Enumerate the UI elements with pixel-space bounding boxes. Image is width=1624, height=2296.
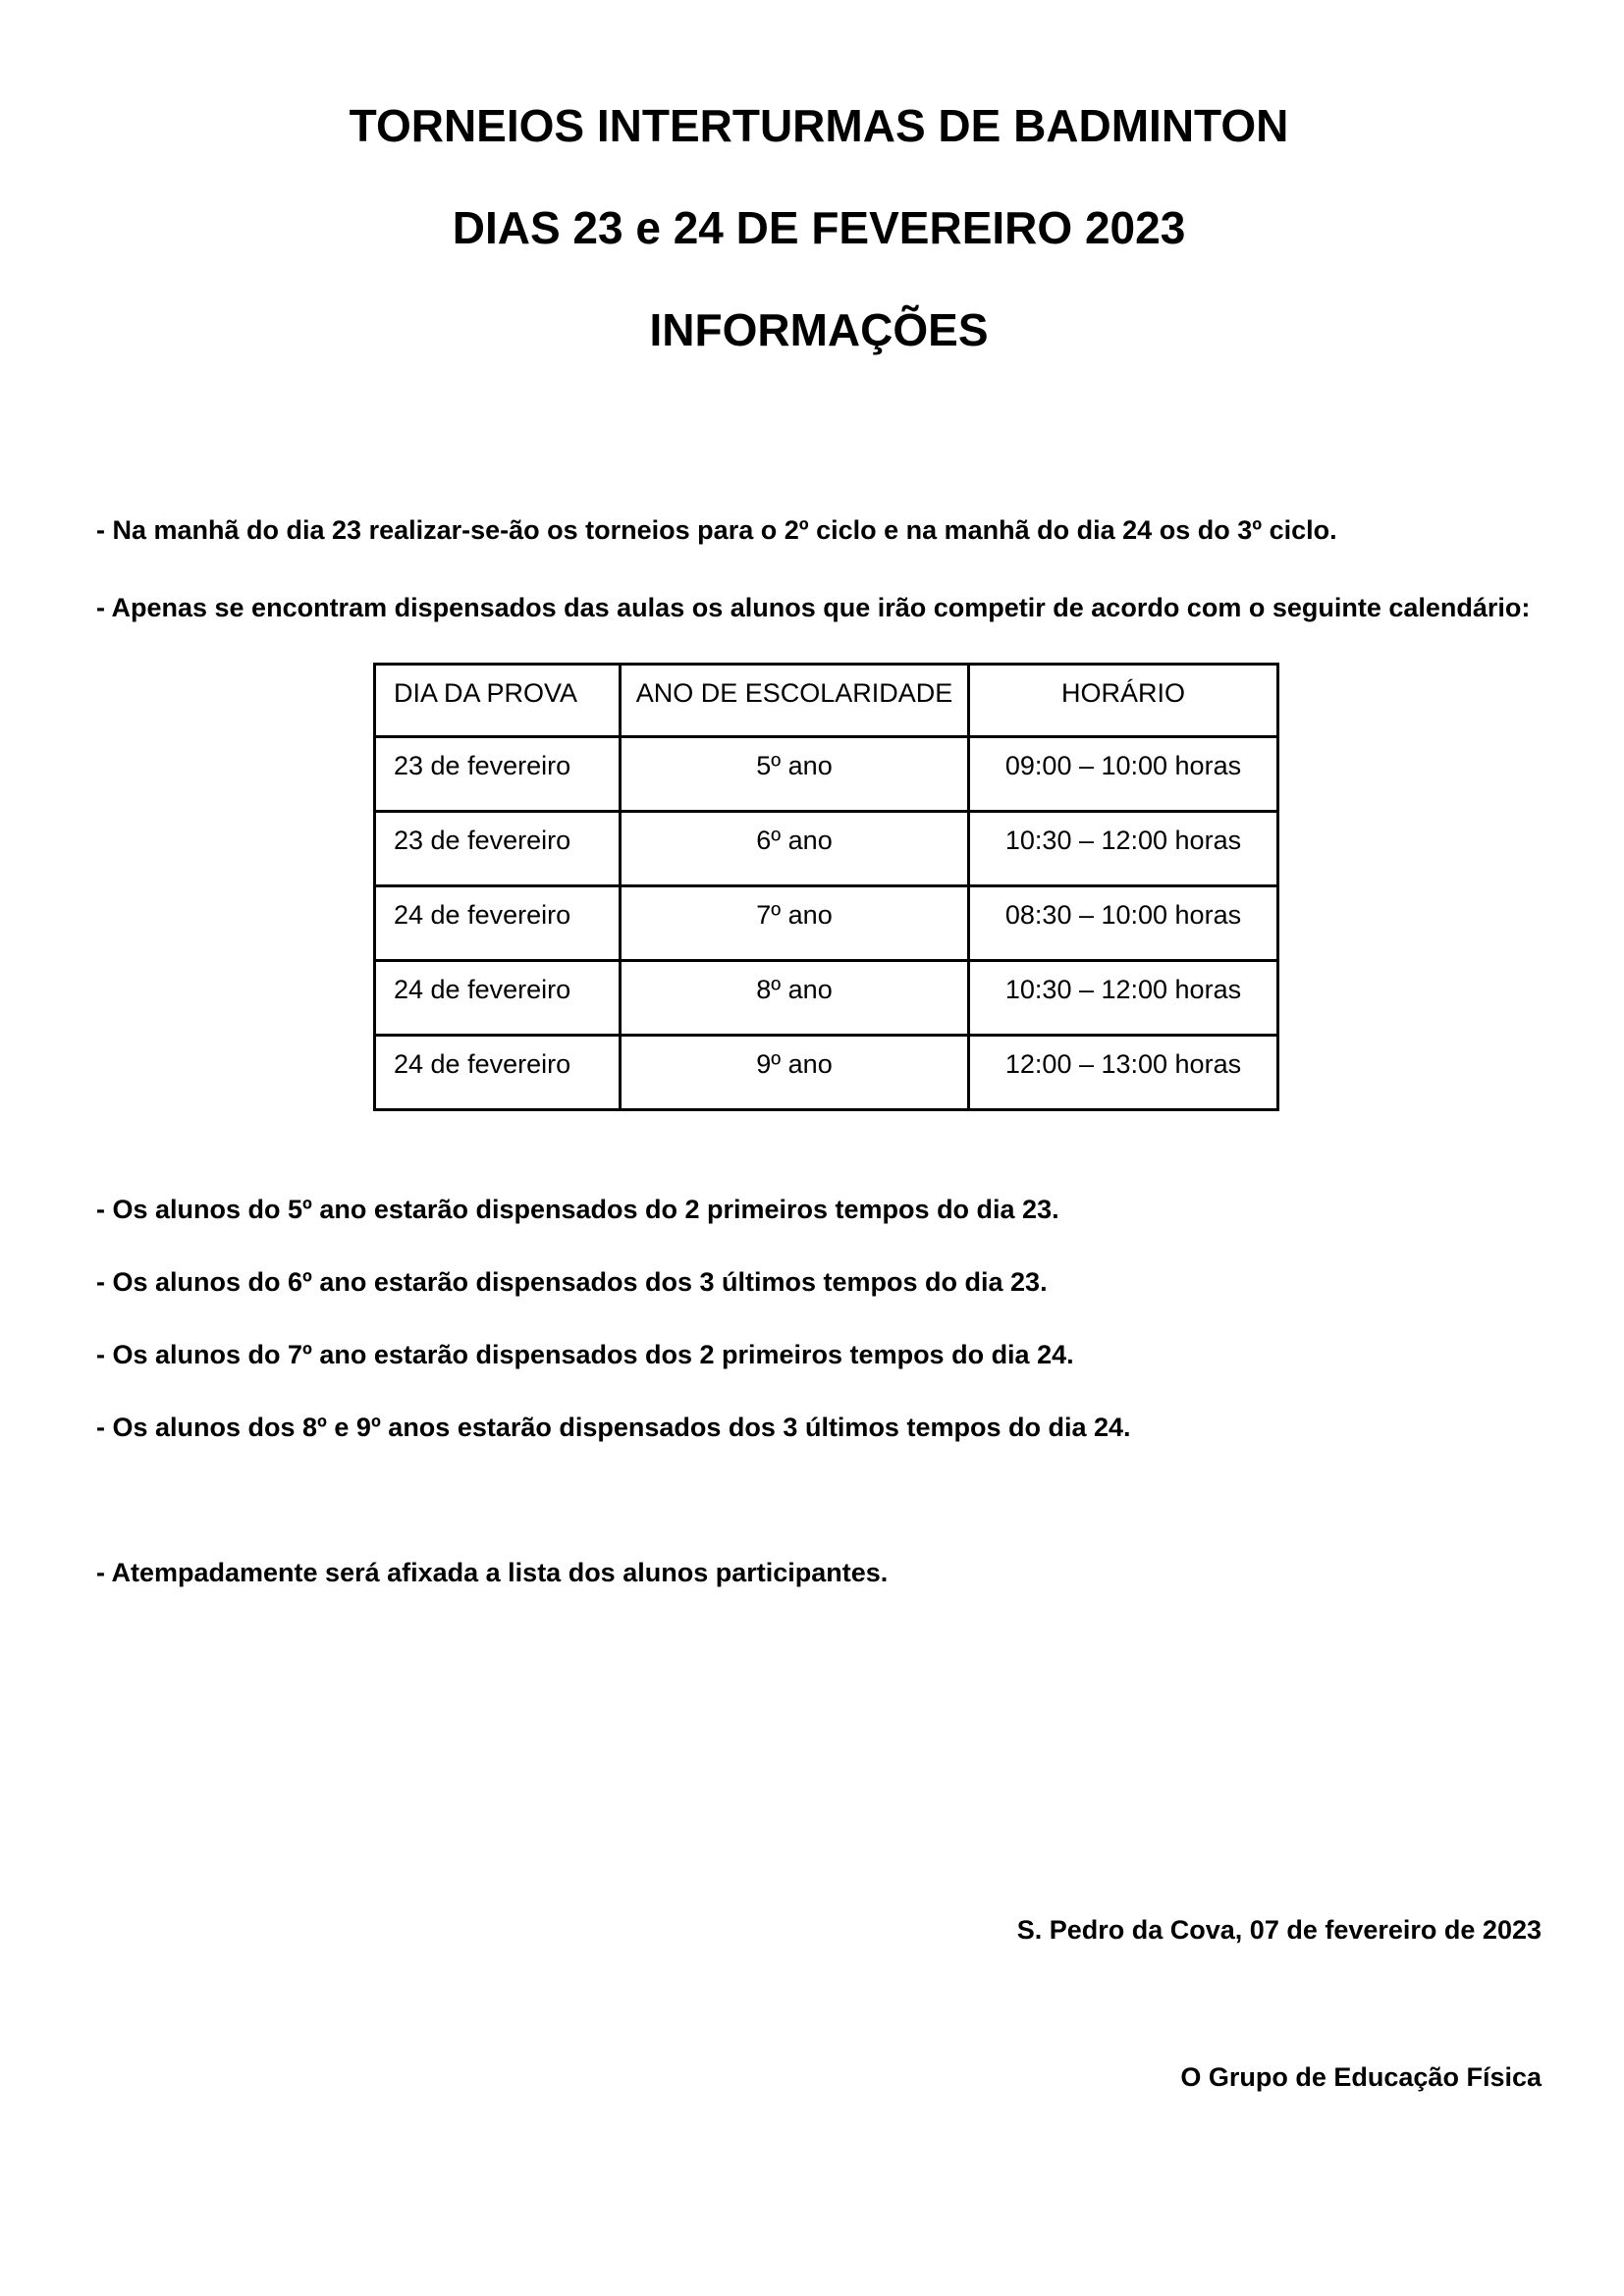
cell-horario: 12:00 – 13:00 horas (969, 1036, 1278, 1110)
closing-note: - Atempadamente será afixada a lista dos alunos participantes. (96, 1558, 889, 1587)
cell-horario: 10:30 – 12:00 horas (969, 812, 1278, 886)
table-row (375, 886, 1278, 961)
table-row (375, 737, 1278, 812)
document-title-main: TORNEIOS INTERTURMAS DE BADMINTON (349, 100, 1289, 151)
cell-dia: 24 de fevereiro (375, 961, 621, 1036)
document-title-informacoes: INFORMAÇÕES (649, 304, 989, 355)
cell-dia: 23 de fevereiro (375, 737, 621, 812)
signature-place-date: S. Pedro da Cova, 07 de fevereiro de 2023 (1016, 1915, 1542, 1945)
cell-ano: 8º ano (621, 961, 969, 1036)
schedule-table (373, 663, 1279, 1111)
header-ano-escolaridade: ANO DE ESCOLARIDADE (621, 665, 969, 737)
cell-horario: 08:30 – 10:00 horas (969, 886, 1278, 961)
note-6ano: - Os alunos do 6º ano estarão dispensados dos 3 últimos tempos do dia 23. (96, 1267, 1048, 1297)
signature-author: O Grupo de Educação Física (1180, 2062, 1542, 2092)
header-horario: HORÁRIO (969, 665, 1278, 737)
cell-ano: 6º ano (621, 812, 969, 886)
cell-ano: 7º ano (621, 886, 969, 961)
note-8-9anos: - Os alunos dos 8º e 9º anos estarão dispensados dos 3 últimos tempos do dia 24. (96, 1413, 1131, 1442)
document-title-dates: DIAS 23 e 24 DE FEVEREIRO 2023 (452, 202, 1186, 253)
cell-dia: 24 de fevereiro (375, 1036, 621, 1110)
cell-dia: 23 de fevereiro (375, 812, 621, 886)
note-5ano: - Os alunos do 5º ano estarão dispensados do 2 primeiros tempos do dia 23. (96, 1195, 1059, 1224)
cell-ano: 9º ano (621, 1036, 969, 1110)
table-row (375, 961, 1278, 1036)
dispensa-paragraph: - Apenas se encontram dispensados das aulas os alunos que irão competir de acordo com o seguinte calendário: (96, 593, 1531, 622)
intro-paragraph: - Na manhã do dia 23 realizar-se-ão os torneios para o 2º ciclo e na manhã do dia 24 os do 3º ciclo. (96, 515, 1337, 545)
header-dia-da-prova: DIA DA PROVA (375, 665, 621, 737)
cell-horario: 10:30 – 12:00 horas (969, 961, 1278, 1036)
cell-dia: 24 de fevereiro (375, 886, 621, 961)
dispensa-notes (96, 1188, 1542, 1450)
table-header-row (375, 665, 1278, 737)
table-row (375, 1036, 1278, 1110)
cell-horario: 09:00 – 10:00 horas (969, 737, 1278, 812)
note-7ano: - Os alunos do 7º ano estarão dispensados dos 2 primeiros tempos do dia 24. (96, 1340, 1074, 1369)
cell-ano: 5º ano (621, 737, 969, 812)
table-row (375, 812, 1278, 886)
